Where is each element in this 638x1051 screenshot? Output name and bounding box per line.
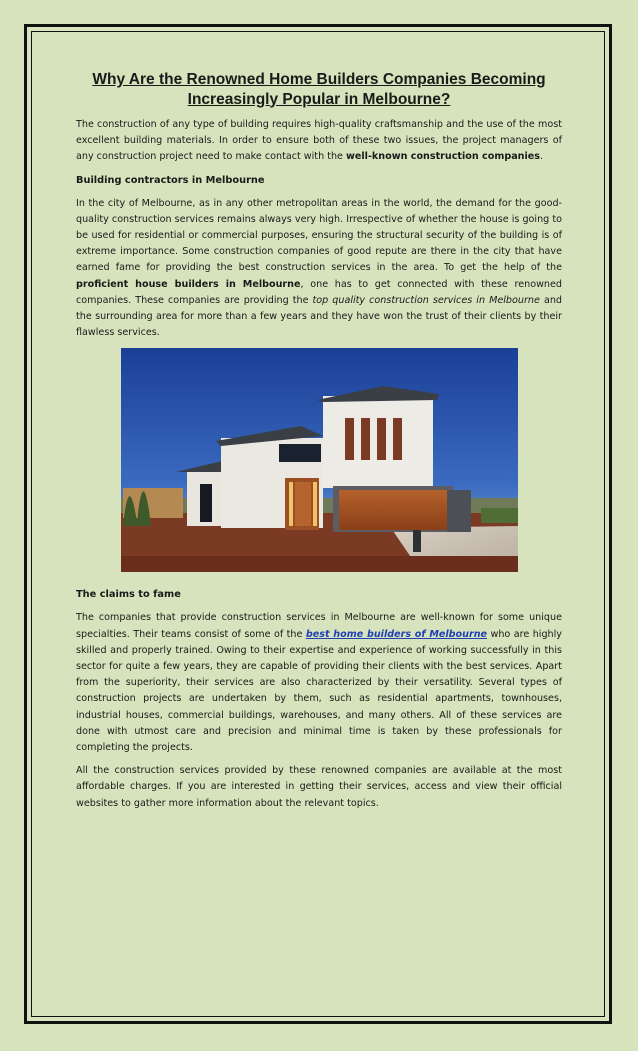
document-body (76, 70, 562, 819)
section-heading-building-contractors: Building contractors in Melbourne (76, 174, 265, 186)
document-title: Why Are the Renowned Home Builders Companies Becoming Increasingly Popular in Melbourne? (92, 71, 546, 108)
bold-phrase-house-builders: proficient house builders in Melbourne (76, 278, 301, 290)
italic-phrase-quality-services: top quality construction services in Melbourne (312, 294, 540, 306)
house-photo (121, 348, 518, 572)
intro-bold-phrase: well-known construction companies (346, 151, 541, 163)
intro-paragraph: The construction of any type of building requires high-quality craftsmanship and the use of the most excellent building materials. In order to ensure both of these two issues, the project managers of any construction project need to make contact with the well-known construction companies. (76, 119, 562, 163)
best-home-builders-link[interactable]: best home builders of Melbourne (305, 628, 488, 640)
building-contractors-paragraph: In the city of Melbourne, as in any other metropolitan areas in the world, the demand for the good-quality construction services remains always very high. Irrespective of whether the house is going to be used for residential or commercial purposes, ensuring the structural security of the building is of extreme importance. Some construction companies of good repute are there in the city that have earned fame for providing the best construction services in the area. To get the help of the proficient house builders in Melbourne, one has to get connected with these renowned companies. These companies are providing the top quality construction services in Melbourne and the surrounding area for more than a few years and they have won the trust of their clients by their flawless services. (76, 197, 562, 339)
claims-paragraph: The companies that provide construction services in Melbourne are well-known for some unique specialties. Their teams consist of some of the best home builders of Melbourne who are highly skilled and properly trained. Owing to their expertise and experience of working successfully in this sector for quite a few years, they are capable of providing their clients with the best services. Apart from the superiority, their services are also characterized by their versatility. Several types of construction projects are undertaken by them, such as residential apartments, townhouses, industrial houses, commercial buildings, warehouses, and many others. All of these services are done with utmost care and precision and minimal time is taken by these professionals for completing the projects. (76, 612, 562, 754)
section-heading-claims-to-fame: The claims to fame (76, 589, 181, 601)
affordable-charges-paragraph: All the construction services provided by these renowned companies are available at the most affordable charges. If you are interested in getting their services, access and view their official websites to gather more information about the relevant topics. (76, 765, 562, 809)
